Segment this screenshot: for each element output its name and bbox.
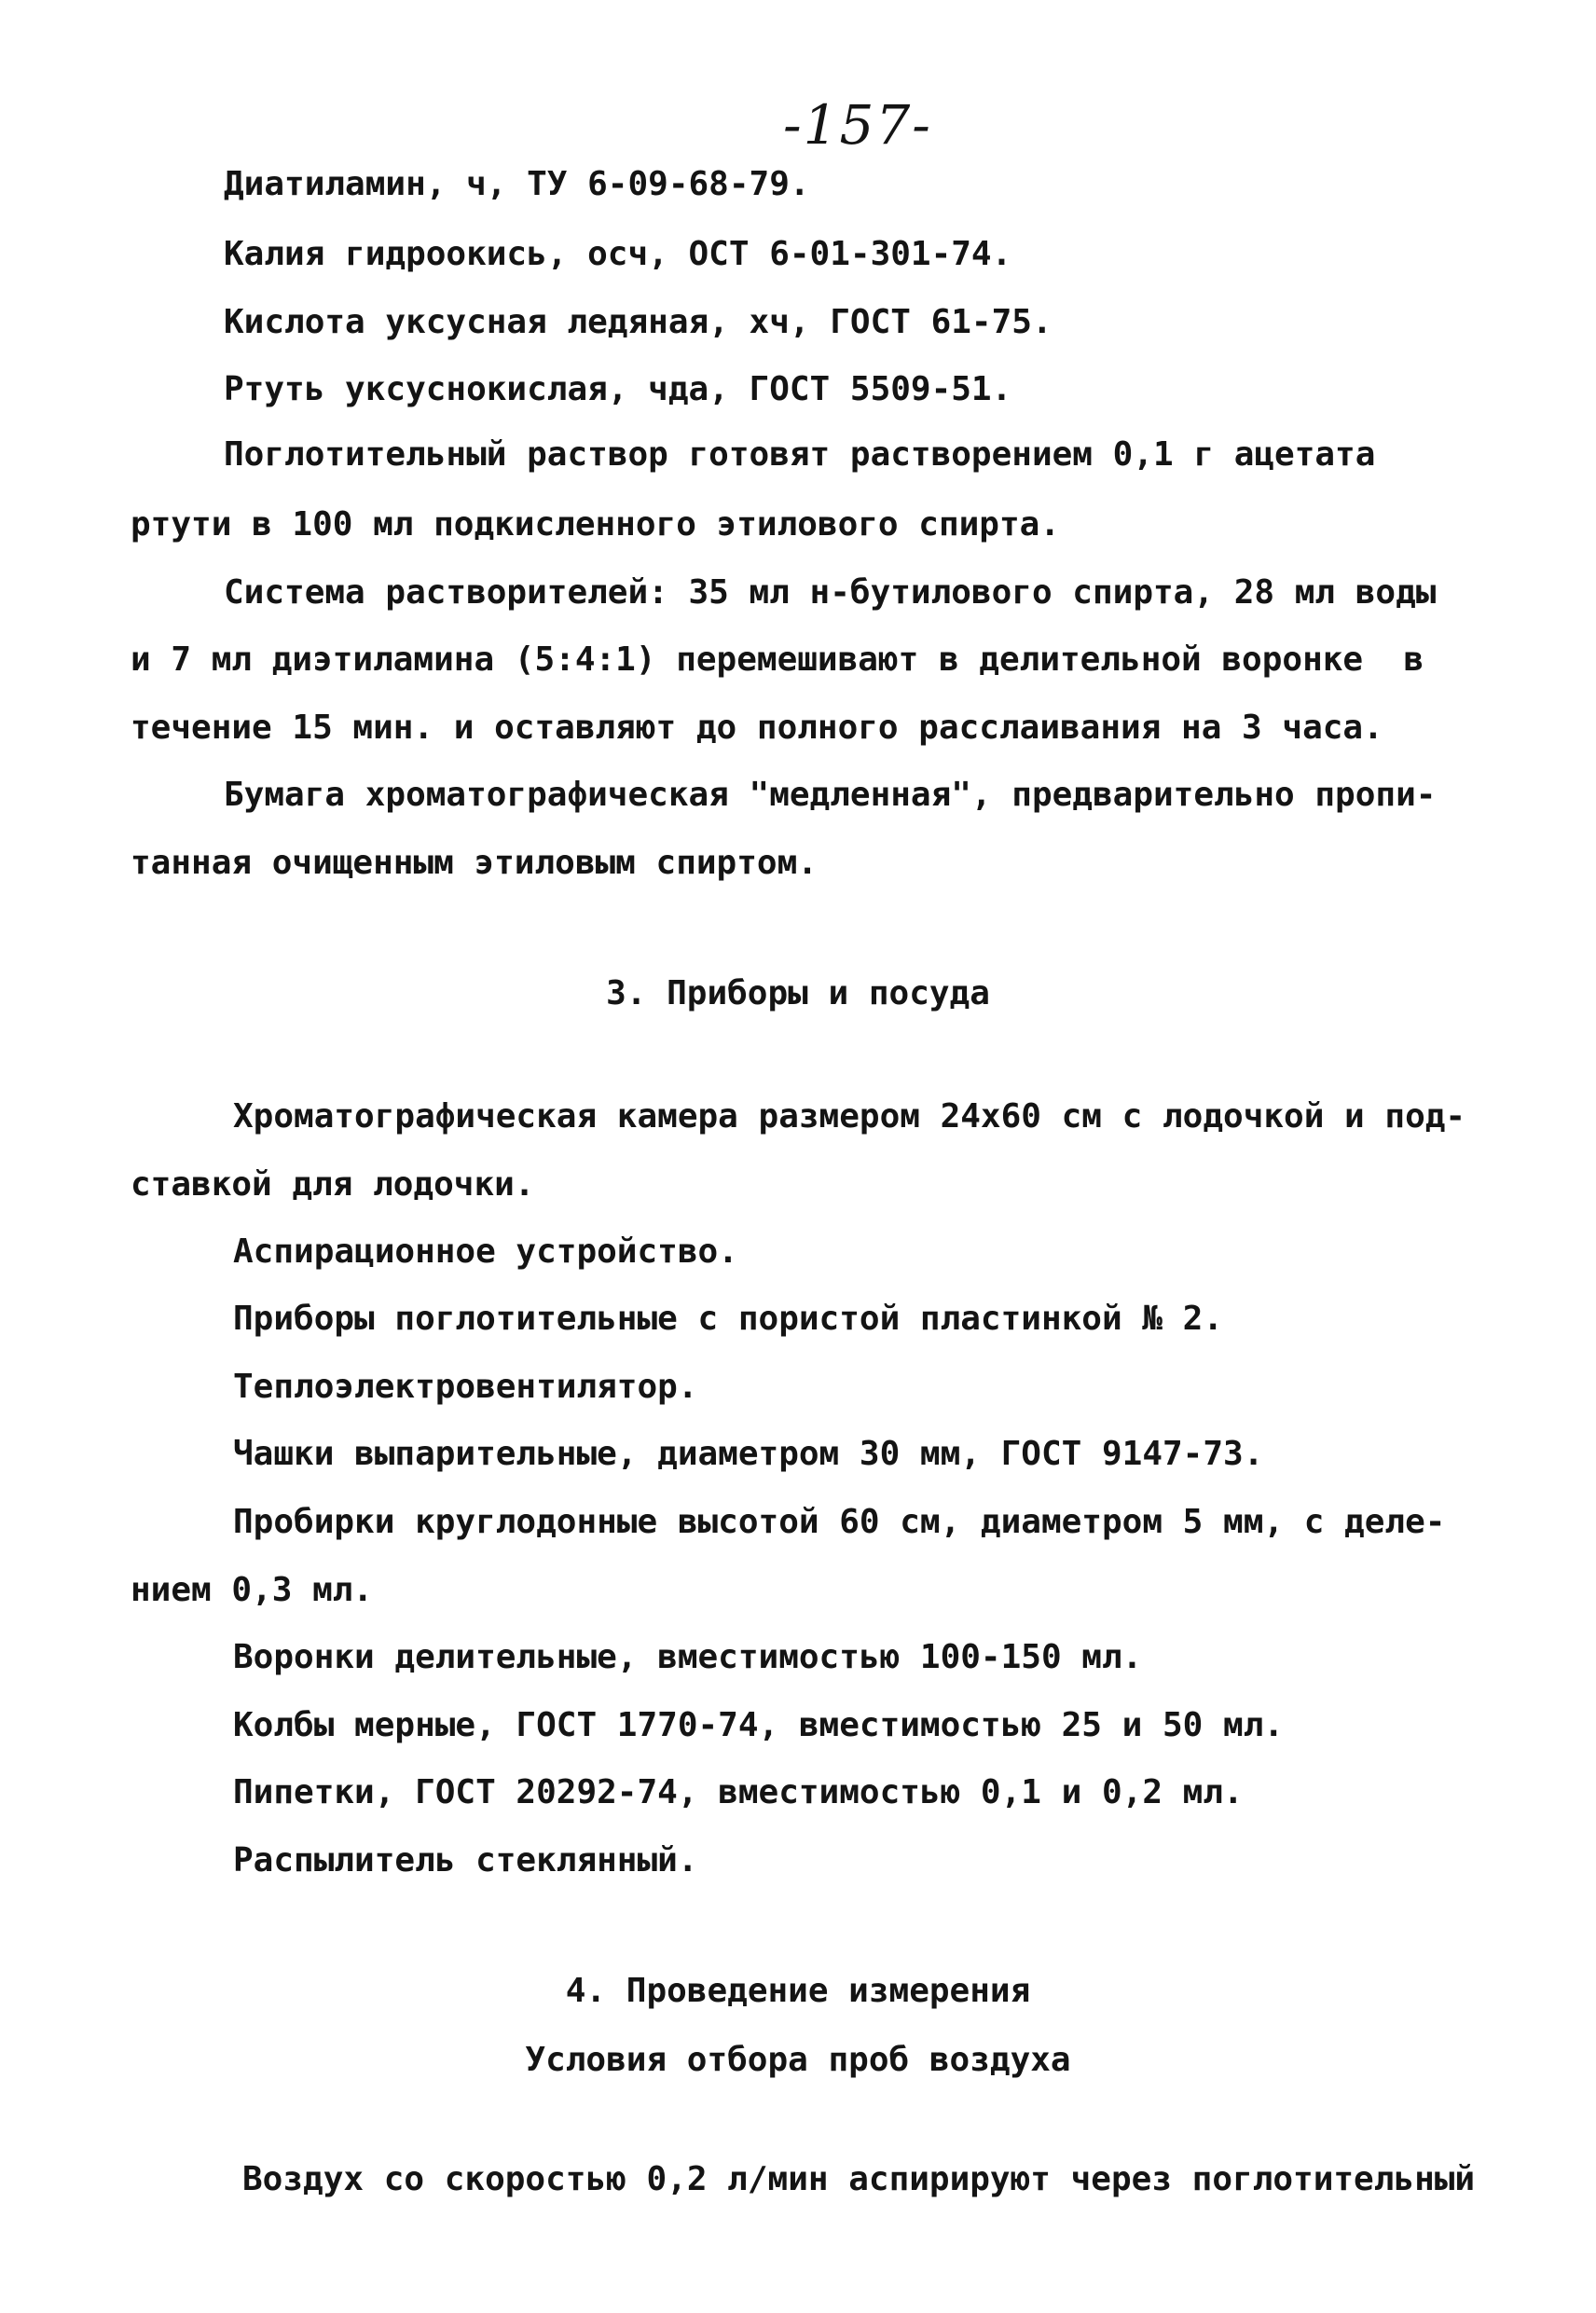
section-4-title: 4. Проведение измерения	[565, 1972, 1031, 2010]
solvent-system-line: Система растворителей: 35 мл н-бутилового спирта, 28 мл воды	[224, 573, 1437, 612]
absorbing-solution-line: ртути в 100 мл подкисленного этилового спирта.	[131, 505, 1060, 544]
equipment-line: Воронки делительные, вместимостью 100-150 мл.	[233, 1638, 1143, 1676]
paper-line: танная очищенным этиловым спиртом.	[131, 844, 818, 882]
section-4-subtitle: Условия отбора проб воздуха	[525, 2041, 1071, 2079]
equipment-line: ставкой для лодочки.	[131, 1165, 535, 1204]
reagent-line: Ртуть уксуснокислая, чда, ГОСТ 5509-51.	[224, 370, 1012, 408]
equipment-line: Пробирки круглодонные высотой 60 см, диаметром 5 мм, с деле-	[233, 1503, 1446, 1541]
reagent-line: Диатиламин, ч, ТУ 6-09-68-79.	[224, 165, 810, 203]
reagent-line: Калия гидроокись, осч, ОСТ 6-01-301-74.	[224, 235, 1012, 273]
page-number: -157-	[783, 93, 932, 157]
absorbing-solution-line: Поглотительный раствор готовят растворением 0,1 г ацетата	[224, 435, 1376, 474]
equipment-line: Колбы мерные, ГОСТ 1770-74, вместимостью 25 и 50 мл.	[233, 1706, 1285, 1744]
equipment-line: Хроматографическая камера размером 24х60 см с лодочкой и под-	[233, 1097, 1466, 1136]
paper-line: Бумага хроматографическая "медленная", предварительно пропи-	[224, 776, 1437, 814]
equipment-line: нием 0,3 мл.	[131, 1571, 374, 1609]
equipment-line: Чашки выпарительные, диаметром 30 мм, ГОСТ 9147-73.	[233, 1435, 1264, 1473]
equipment-line: Аспирационное устройство.	[233, 1232, 738, 1271]
equipment-line: Распылитель стеклянный.	[233, 1841, 698, 1879]
solvent-system-line: и 7 мл диэтиламина (5:4:1) перемешивают в делительной воронке в	[131, 640, 1424, 679]
section-3-title: 3. Приборы и посуда	[606, 974, 990, 1012]
body-text-line: Воздух со скоростью 0,2 л/мин аспирируют через поглотительный	[242, 2160, 1476, 2198]
equipment-line: Теплоэлектровентилятор.	[233, 1368, 698, 1406]
solvent-system-line: течение 15 мин. и оставляют до полного расслаивания на 3 часа.	[131, 709, 1383, 747]
equipment-line: Пипетки, ГОСТ 20292-74, вместимостью 0,1 и 0,2 мл.	[233, 1773, 1244, 1811]
equipment-line: Приборы поглотительные с пористой пластинкой № 2.	[233, 1300, 1224, 1338]
reagent-line: Кислота уксусная ледяная, хч, ГОСТ 61-75.	[224, 303, 1053, 341]
